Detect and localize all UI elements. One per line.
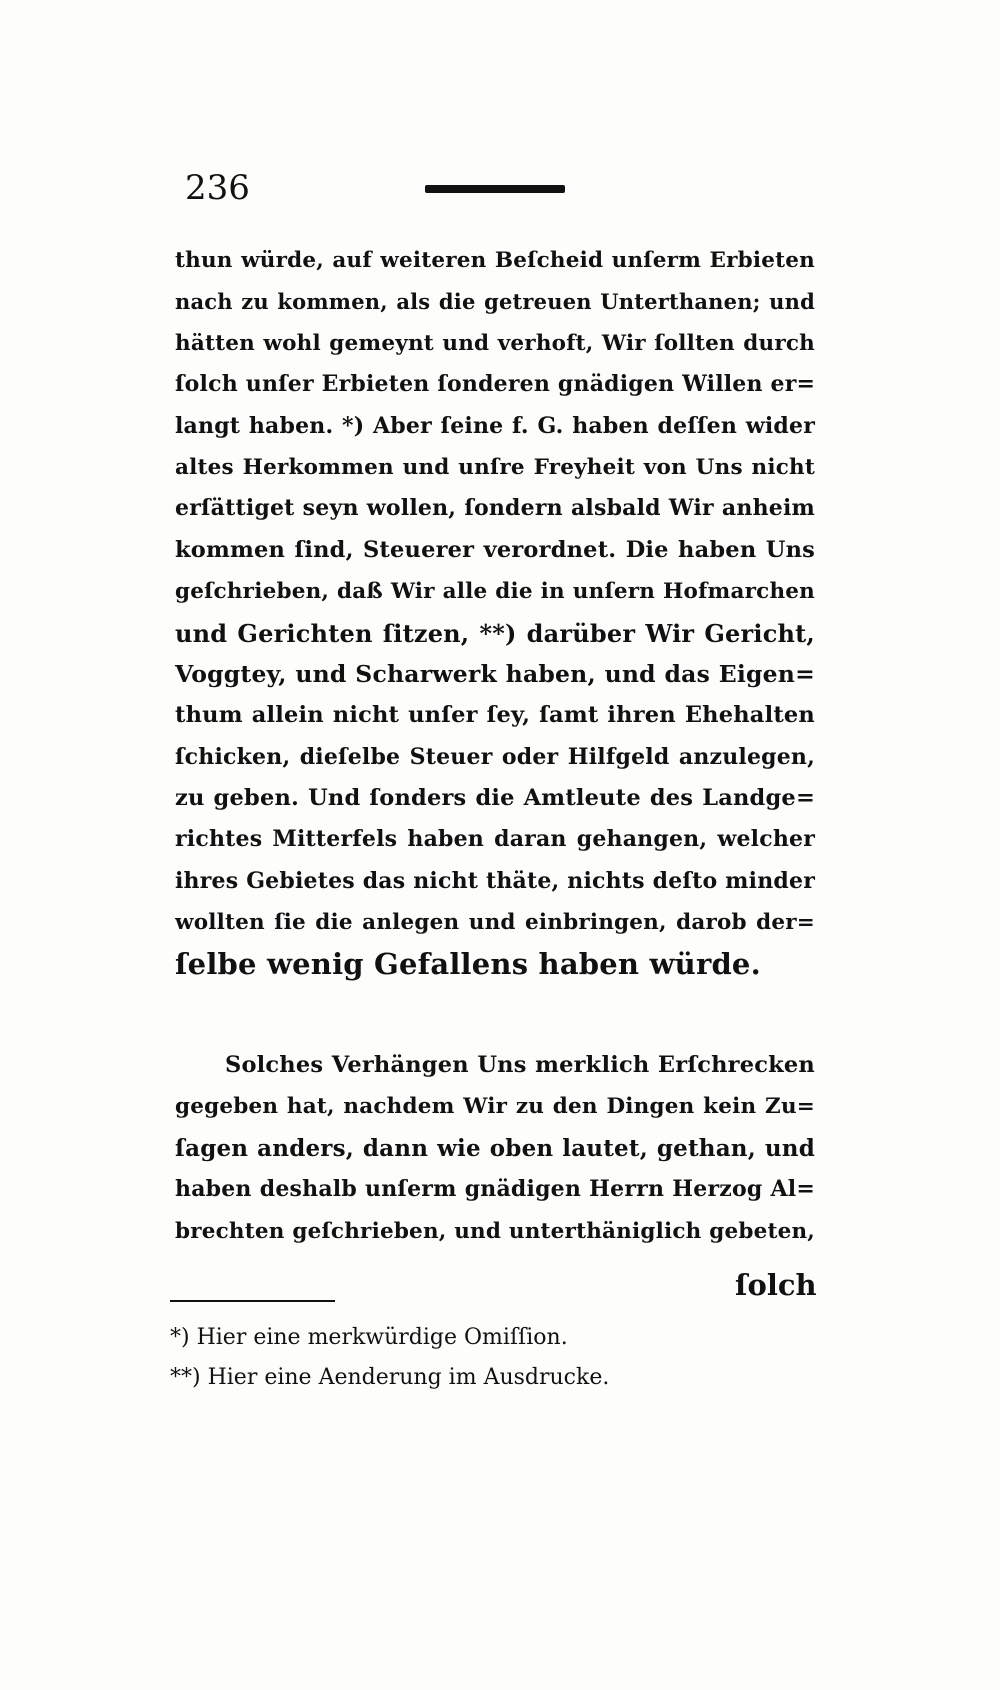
text-line: gegeben hat, nachdem Wir zu den Dingen kein Zu= bbox=[175, 1094, 815, 1120]
footnote: *) Hier eine merkwürdige Omiſſion. bbox=[170, 1325, 568, 1350]
text-line: geſchrieben, daß Wir alle die in unſern Hofmarchen bbox=[175, 579, 815, 605]
text-line: altes Herkommen und unſre Freyheit von Uns nicht bbox=[175, 454, 815, 480]
text-line: ſchicken, dieſelbe Steuer oder Hilfgeld anzulegen, bbox=[175, 743, 815, 770]
text-line: thun würde, auf weiteren Beſcheid unſerm Erbieten bbox=[175, 248, 815, 273]
text-line: ihres Gebietes das nicht thäte, nichts deſto minder bbox=[175, 867, 815, 894]
footnote-rule bbox=[170, 1300, 335, 1302]
text-line: ſagen anders, dann wie oben lautet, gethan, und bbox=[175, 1134, 815, 1162]
text-line: ſolch unſer Erbieten ſonderen gnädigen Willen er= bbox=[175, 371, 816, 398]
text-line: zu geben. Und ſonders die Amtleute des Landge= bbox=[175, 785, 815, 812]
text-line: kommen ſind, Steuerer verordnet. Die haben Uns bbox=[175, 536, 815, 563]
text-line: thum allein nicht unſer ſey, ſamt ihren Ehehalten bbox=[175, 702, 815, 729]
text-line: hätten wohl gemeynt und verhoft, Wir ſollten durch bbox=[175, 330, 815, 356]
text-line: ſelbe wenig Gefallens haben würde. bbox=[175, 946, 761, 981]
text-line: richtes Mitterfels haben daran gehangen, welcher bbox=[175, 826, 815, 853]
paragraph-1 bbox=[175, 240, 815, 985]
footnote: **) Hier eine Aenderung im Ausdrucke. bbox=[170, 1365, 610, 1390]
footnotes bbox=[170, 1318, 810, 1398]
paragraph-2 bbox=[175, 1045, 815, 1252]
text-line: Solches Verhängen Uns merklich Erſchrecken bbox=[225, 1052, 815, 1078]
header-rule bbox=[425, 185, 565, 193]
text-line: und Gerichten ſitzen, **) darüber Wir Gericht, bbox=[175, 618, 815, 648]
text-line: nach zu kommen, als die getreuen Unterthanen; und bbox=[175, 289, 815, 315]
text-line: haben deshalb unſerm gnädigen Herrn Herzog Al= bbox=[175, 1176, 815, 1203]
page-number: 236 bbox=[185, 168, 250, 208]
text-line: erſättiget seyn wollen, ſondern alsbald Wir anheim bbox=[175, 495, 815, 522]
text-line: brechten geſchrieben, und unterthäniglich gebeten, bbox=[175, 1218, 815, 1244]
text-line: Voggtey, und Scharwerk haben, und das Eigen= bbox=[175, 659, 815, 688]
catchword: ſolch bbox=[735, 1268, 817, 1302]
text-line: wollten ſie die anlegen und einbringen, darob der= bbox=[175, 910, 815, 936]
text-line: langt haben. *) Aber ſeine f. G. haben deſſen wider bbox=[175, 412, 815, 439]
